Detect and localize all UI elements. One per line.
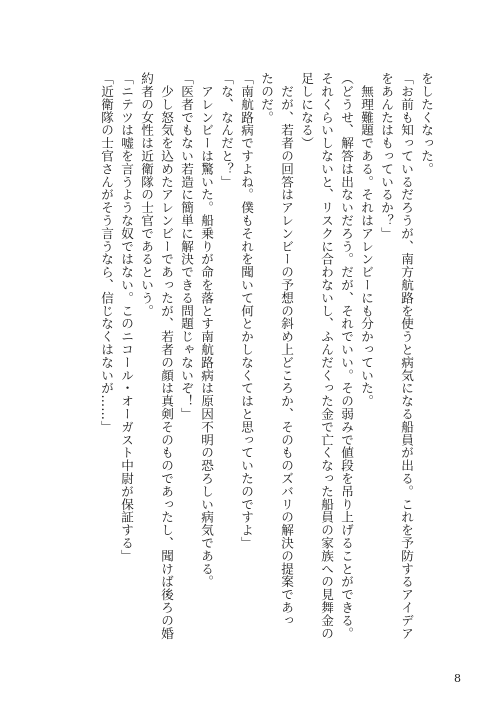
text-line: をあんたはもっているか？」 (379, 72, 394, 240)
text-line: 約者の女性は近衛隊の士官であるという。 (139, 72, 154, 318)
text-line: 「ニテツは嘘を言うような奴ではない。このニコール・オーガスト中尉が保証する」 (119, 72, 134, 563)
text-line: それくらいしないと、リスクに合わないし、ふんだくった金で亡くなった船員の家族への見舞金の (319, 72, 334, 640)
text-line: 少し怒気を込めたアレンビーであったが、若者の顔は真剣そのものであったし、聞けば後ろの婚 (159, 72, 174, 640)
text-line: 足しになる） (299, 72, 314, 150)
text-line: 「南航路病ですよね。僕もそれを聞いて何とかしなくてはと思っていたのですよ」 (239, 72, 254, 550)
text-line: たのだ。 (259, 72, 274, 124)
text-line: アレンビーは驚いた。船乗りが命を落とす南航路病は原因不明の恐ろしい病気である。 (199, 72, 214, 588)
text-line: 「近衛隊の士官さんがそう言うなら、信じなくはないが……」 (99, 72, 114, 434)
text-line: 「お前も知っているだろうが、南方航路を使うと病気になる船員が出る。これを予防するアイデア (399, 72, 414, 640)
text-line: （どうせ、解答は出ないだろう。だが、それでいい。その弱みで値段を吊り上げることができる。 (339, 72, 354, 640)
text-line: 「な、なんだと？」 (219, 72, 234, 189)
text-line: 「医者でもない若造に簡単に解決できる問題じゃないぞ！」 (179, 72, 194, 421)
text-line: をしたくなった。 (419, 72, 434, 176)
text-line: だが、若者の回答はアレンビーの予想の斜め上どころか、そのものズバリの解決の提案であっ (279, 72, 294, 627)
page-number: 8 (454, 672, 461, 685)
vertical-text-body (76, 72, 436, 640)
text-line: 無理難題である。それはアレンビーにも分かっていた。 (359, 72, 374, 408)
